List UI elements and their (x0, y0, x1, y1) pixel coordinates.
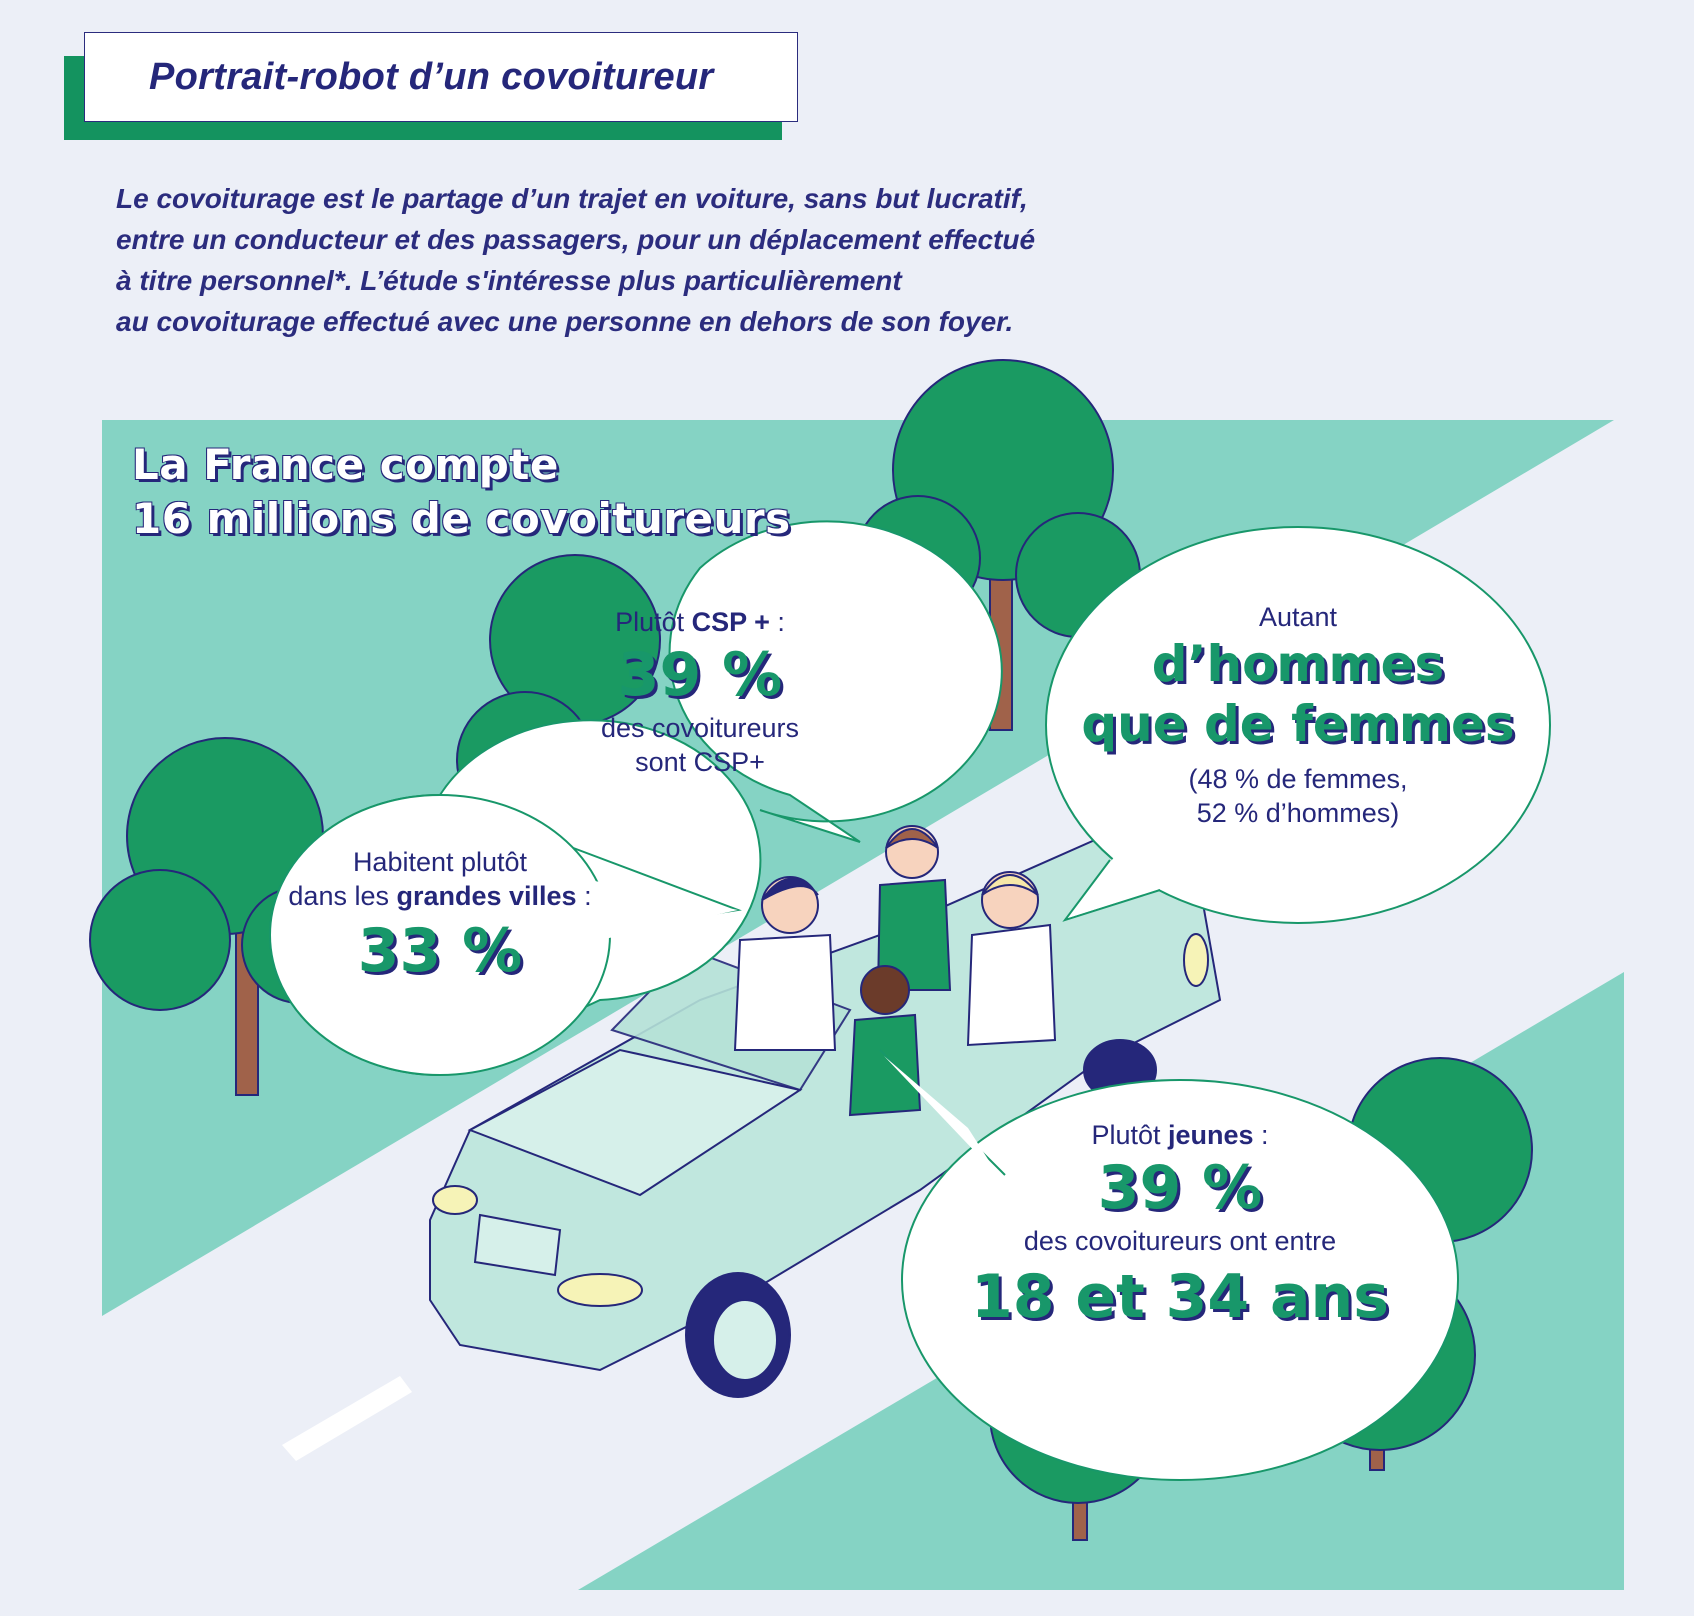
headline-line-2: 16 millions de covoitureurs (132, 494, 791, 543)
csp-line-2: sont CSP+ (635, 747, 765, 777)
headlight (558, 1274, 642, 1306)
villes-line-1: Habitent plutôt (352, 847, 528, 877)
jeunes-big: 18 et 34 ans (971, 1262, 1389, 1332)
passenger-body (968, 925, 1055, 1045)
jeunes-lead: Plutôt jeunes : (1091, 1120, 1269, 1150)
headlight (433, 1186, 477, 1214)
headline-line-1: La France compte (132, 440, 559, 489)
bubble-jeunes-text (930, 1118, 1430, 1336)
road-dash (282, 1376, 412, 1461)
jeunes-value: 39 % (1097, 1153, 1263, 1223)
bubble-csp-text (540, 605, 860, 779)
genre-detail-1: (48 % de femmes, (1188, 764, 1408, 794)
page-title: Portrait-robot d’un covoitureur (149, 55, 714, 98)
genre-detail-2: 52 % d’hommes) (1196, 798, 1400, 828)
csp-line-1: des covoitureurs (600, 713, 800, 743)
passenger-head (861, 966, 909, 1014)
headline (132, 438, 791, 546)
jeunes-line-1: des covoitureurs ont entre (1023, 1226, 1337, 1256)
bubble-villes-text (270, 845, 610, 989)
genre-big-1: d’hommes (1151, 635, 1445, 693)
intro-line: au covoiturage effectué avec une personne en dehors de son foyer. (116, 306, 1014, 337)
genre-big-2: que de femmes (1081, 695, 1515, 753)
villes-value: 33 % (357, 916, 523, 986)
csp-value: 39 % (617, 640, 783, 710)
intro-line: entre un conducteur et des passagers, pour un déplacement effectué (116, 224, 1036, 255)
bubble-genre-text (1058, 600, 1538, 830)
intro-line: à titre personnel*. L’étude s'intéresse plus particulièrement (116, 265, 902, 296)
genre-lead: Autant (1258, 602, 1338, 632)
passenger-body (735, 935, 835, 1050)
passenger-body (850, 1015, 920, 1115)
csp-lead: Plutôt CSP + : (615, 607, 785, 637)
headlight (1184, 934, 1208, 986)
villes-line-2: dans les grandes villes : (288, 881, 592, 911)
wheel-rim (713, 1300, 777, 1380)
intro-line: Le covoiturage est le partage d’un trajet en voiture, sans but lucratif, (116, 183, 1028, 214)
